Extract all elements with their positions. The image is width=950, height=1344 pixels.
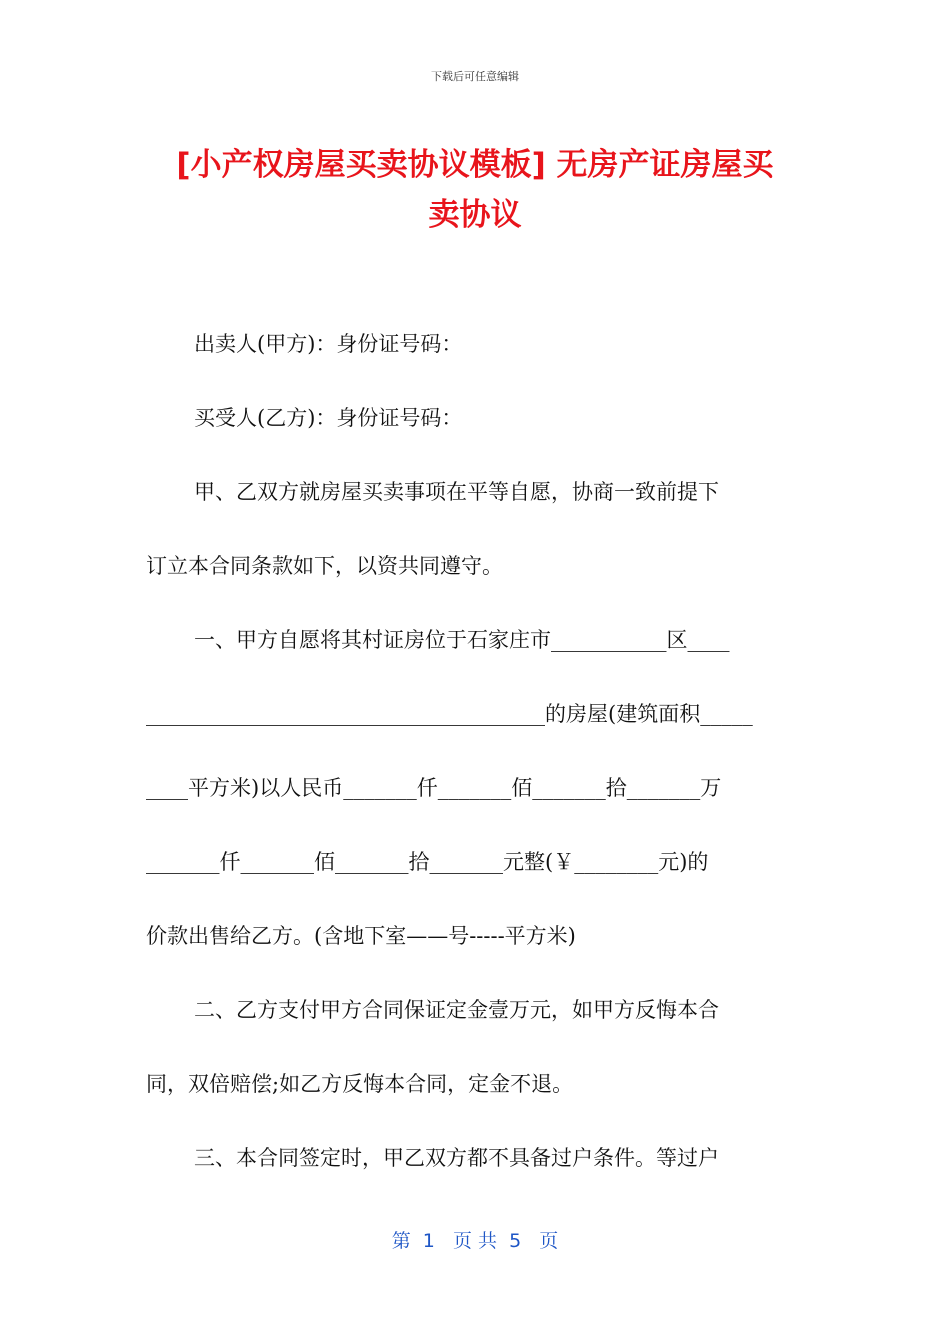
- clause-2-line: 同，双倍赔偿;如乙方反悔本合同，定金不退。: [146, 1072, 574, 1096]
- document-title: [120, 140, 830, 240]
- clause-2-line: 二、乙方支付甲方合同保证定金壹万元，如甲方反悔本合: [194, 998, 719, 1022]
- clause-3-line: 三、本合同签定时，甲乙双方都不具备过户条件。等过户: [194, 1146, 719, 1170]
- page-footer: 第 1 页 共 5 页: [391, 1230, 559, 1252]
- document-body: [146, 307, 806, 1195]
- buyer-line: 买受人(乙方)：身份证号码：: [194, 406, 463, 430]
- clause-1-line: _______仟_______佰_______拾_______元整(￥________元)的: [146, 850, 709, 874]
- clause-1-line: 价款出售给乙方。(含地下室——号-----平方米): [146, 924, 576, 948]
- header-note: 下载后可任意编辑: [431, 70, 519, 83]
- clause-1-line: ____平方米)以人民币_______仟_______佰_______拾_______万: [146, 776, 722, 800]
- clause-1-line: 一、甲方自愿将其村证房位于石家庄市___________区____: [194, 628, 730, 652]
- title-line-1: [小产权房屋买卖协议模板] 无房产证房屋买: [176, 147, 774, 183]
- title-line-2: 卖协议: [428, 197, 522, 233]
- clause-1-line: ______________________________________的房屋(建筑面积_____: [146, 702, 753, 726]
- paragraph-line: 订立本合同条款如下，以资共同遵守。: [146, 554, 503, 578]
- paragraph-line: 甲、乙双方就房屋买卖事项在平等自愿，协商一致前提下: [194, 480, 719, 504]
- seller-line: 出卖人(甲方)：身份证号码：: [194, 332, 463, 356]
